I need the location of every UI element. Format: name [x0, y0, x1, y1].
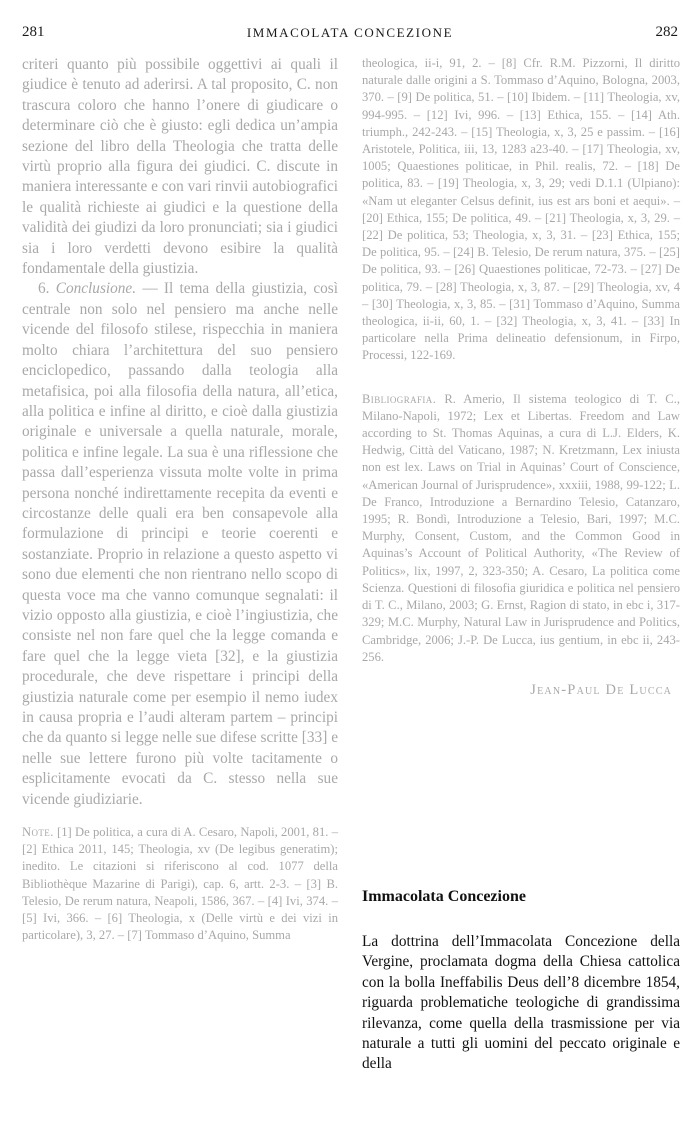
notes-continued: theologica, ii-i, 91, 2. – [8] Cfr. R.M. Pizzorni, Il diritto naturale dalle origini a S. Tommaso d’Aquino, Bologna, 2003, 370. – [9] De politica, 51. – [10] Ibidem. – [11] Theologia, xv, 994-995. – [12] Ivi, 996. – [13] Ethica, 155. – [14] Ath. triumph., 242-243. – [15] Theologia, x, 3, 25 e passim. – [16] Aristotele, Politica, iii, 13, 1283 a23-40. – [17] Theologia, xv, 1005; Quaestiones politicae, in Phil. realis, 72. – [18] De politica, 83. – [19] Theologia, x, 3, 29; vedi D.1.1 (Ulpiano): «Nam ut eleganter Celsus definit, ius est ars boni et aequi». – [20] Ethica, 155; De politica, 49. – [21] Theologia, x, 3, 29. – [22] De politica, 53; Theologia, x, 3, 31. – [23] Ethica, 155; De politica, 95. – [24] B. Telesio, De rerum natura, 375. – [25] De politica, 93. – [26] Quaestiones politicae, 72-73. – [27] De politica, 79. – [28] Theologia, x, 3, 87. – [29] Theologia, xv, 4 – [30] Theologia, x, 3, 85. – [31] Tommaso d’Aquino, Summa theologica, ii-ii, 60, 1. – [32] Theologia, x, 3, 41. – [33] In particolare nella Prima delineatio defensionum, in Firpo, Processi, 122-169.	[362, 56, 680, 363]
notes-block	[22, 824, 338, 944]
left-page-number: 281	[22, 24, 45, 40]
paragraph-conclusion	[22, 279, 338, 810]
notes-label: Note.	[22, 825, 54, 840]
bibliography-text: R. Amerio, Il sistema teologico di T. C., Milano-Napoli, 1972; Lex et Libertas. Freedom and Law according to St. Thomas Aquinas, a cura di L.J. Elders, K. Hedwig, Città del Vaticano, 1987; N. Kretzmann, Lex iniusta non est lex. Laws on Trial in Aquinas’ Court of Conscience, «American Journal of Jurisprudence», xxxiii, 1988, 99-122; L. De Franco, Introduzione a Bernardino Telesio, Catanzaro, 1995; R. Bondì, Introduzione a Telesio, Bari, 1997; M.C. Murphy, Consent, Custom, and the Common Good in Aquinas’s Account of Political Authority, «The Review of Politics», lix, 1997, 2, 323-350; A. Cesaro, La politica come Scienza. Questioni di filosofia giuridica e politica nel pensiero di T. C., Milano, 2003; G. Ernst, Ragion di stato, in ebc i, 317-329; M.C. Murphy, Natural Law in Jurisprudence and Politics, Cambridge, 2006; J.-P. De Lucca, ius gentium, in ebc ii, 243-256.	[362, 391, 681, 664]
bibliography-label: Bibliografia.	[362, 391, 437, 406]
left-column	[22, 55, 338, 944]
conclusion-text: — Il tema della giustizia, così centrale non solo nel pensiero ma anche nelle vicende del filosofo stilese, rispecchia in maniera molto chiara l’architettura del suo pensiero enciclopedico, passando dalla teologia alla metafisica, poi alla filosofia della natura, all’etica, alla politica e infine al diritto, e cioè dalla giustizia originale e universale a quella naturale, morale, politica e infine legale. La sua è una riflessione che passa dall’esperienza vissuta molte volte in prima persona nonché indirettamente recepita da eventi e circostanze delle quali era ben consapevole alla formulazione di principi e teorie coerenti e sostanziate. Proprio in relazione a questo aspetto vi sono due elementi che non rientrano nello scopo di questa voce ma che vanno comunque segnalati: il vizio opposto alla giustizia, e cioè l’ingiustizia, che consiste nel non fare quel che la legge comanda e fare quel che la legge vieta [32], e la giustizia procedurale, che deve rispettare i principi della giustizia naturale come per esempio il nemo iudex in causa propria e l’audi alteram partem – principi che da quanto si legge nelle sue difese scritte [33] e nelle sue lettere furono più volte tacitamente o esplicitamente evocati da C. stesso nella sue vicende giudiziarie.	[22, 280, 339, 808]
author-signature: Jean-Paul De Lucca	[530, 681, 672, 698]
section-number: 6.	[38, 280, 50, 298]
entry-title: Immacolata Concezione	[362, 888, 526, 905]
bibliography-block	[362, 391, 680, 666]
entry-text: La dottrina dell’Immacolata Concezione della Vergine, proclamata dogma della Chiesa cattolica con la bolla Ineffabilis Deus dell’8 dicembre 1854, riguarda problematiche teologiche di grandissima rilevanza, come quella della trasmissione per via naturale a tutti gli uomini del peccato originale e della	[362, 933, 680, 1073]
paragraph-justice-judges: criteri quanto più possibile oggettivi ai quali il giudice è tenuto ad aderirsi. A tal proposito, C. non trascura coloro che hanno l’onere di giudicare o determinare ciò che è giusto: egli dedica un’ampia sezione del libro della Theologia che tratta delle virtù proprio alla figura dei giudici. C. discute in maniera interessante e con vari rinvii autobiografici le qualità richieste ai giudici e la questione della validità dei giudizi da loro pronunciati; sia i giudici sia i loro verdetti devono esibire la qualità fondamentale della giustizia.	[22, 56, 339, 278]
right-column	[362, 55, 680, 699]
page-header	[22, 24, 678, 46]
section-title: Conclusione.	[55, 280, 137, 298]
running-title: IMMACOLATA CONCEZIONE	[246, 25, 454, 40]
notes-text: [1] De politica, a cura di A. Cesaro, Napoli, 2001, 81. – [2] Ethica 2011, 145; Theologia, xv (De legibus generatim); inedito. Le citazioni si riferiscono al cod. 1077 della Bibliothèque Mazarine di Parigi), cap. 6, artt. 2-3. – [3] B. Telesio, De rerum natura, Neapoli, 1586, 367. – [4] Ivi, 374. – [5] Ivi, 366. – [6] Theologia, x (Delle virtù e dei vizi in particolare), 3, 27. – [7] Tommaso d’Aquino, Summa	[22, 825, 338, 943]
right-page-number: 282	[655, 24, 678, 40]
